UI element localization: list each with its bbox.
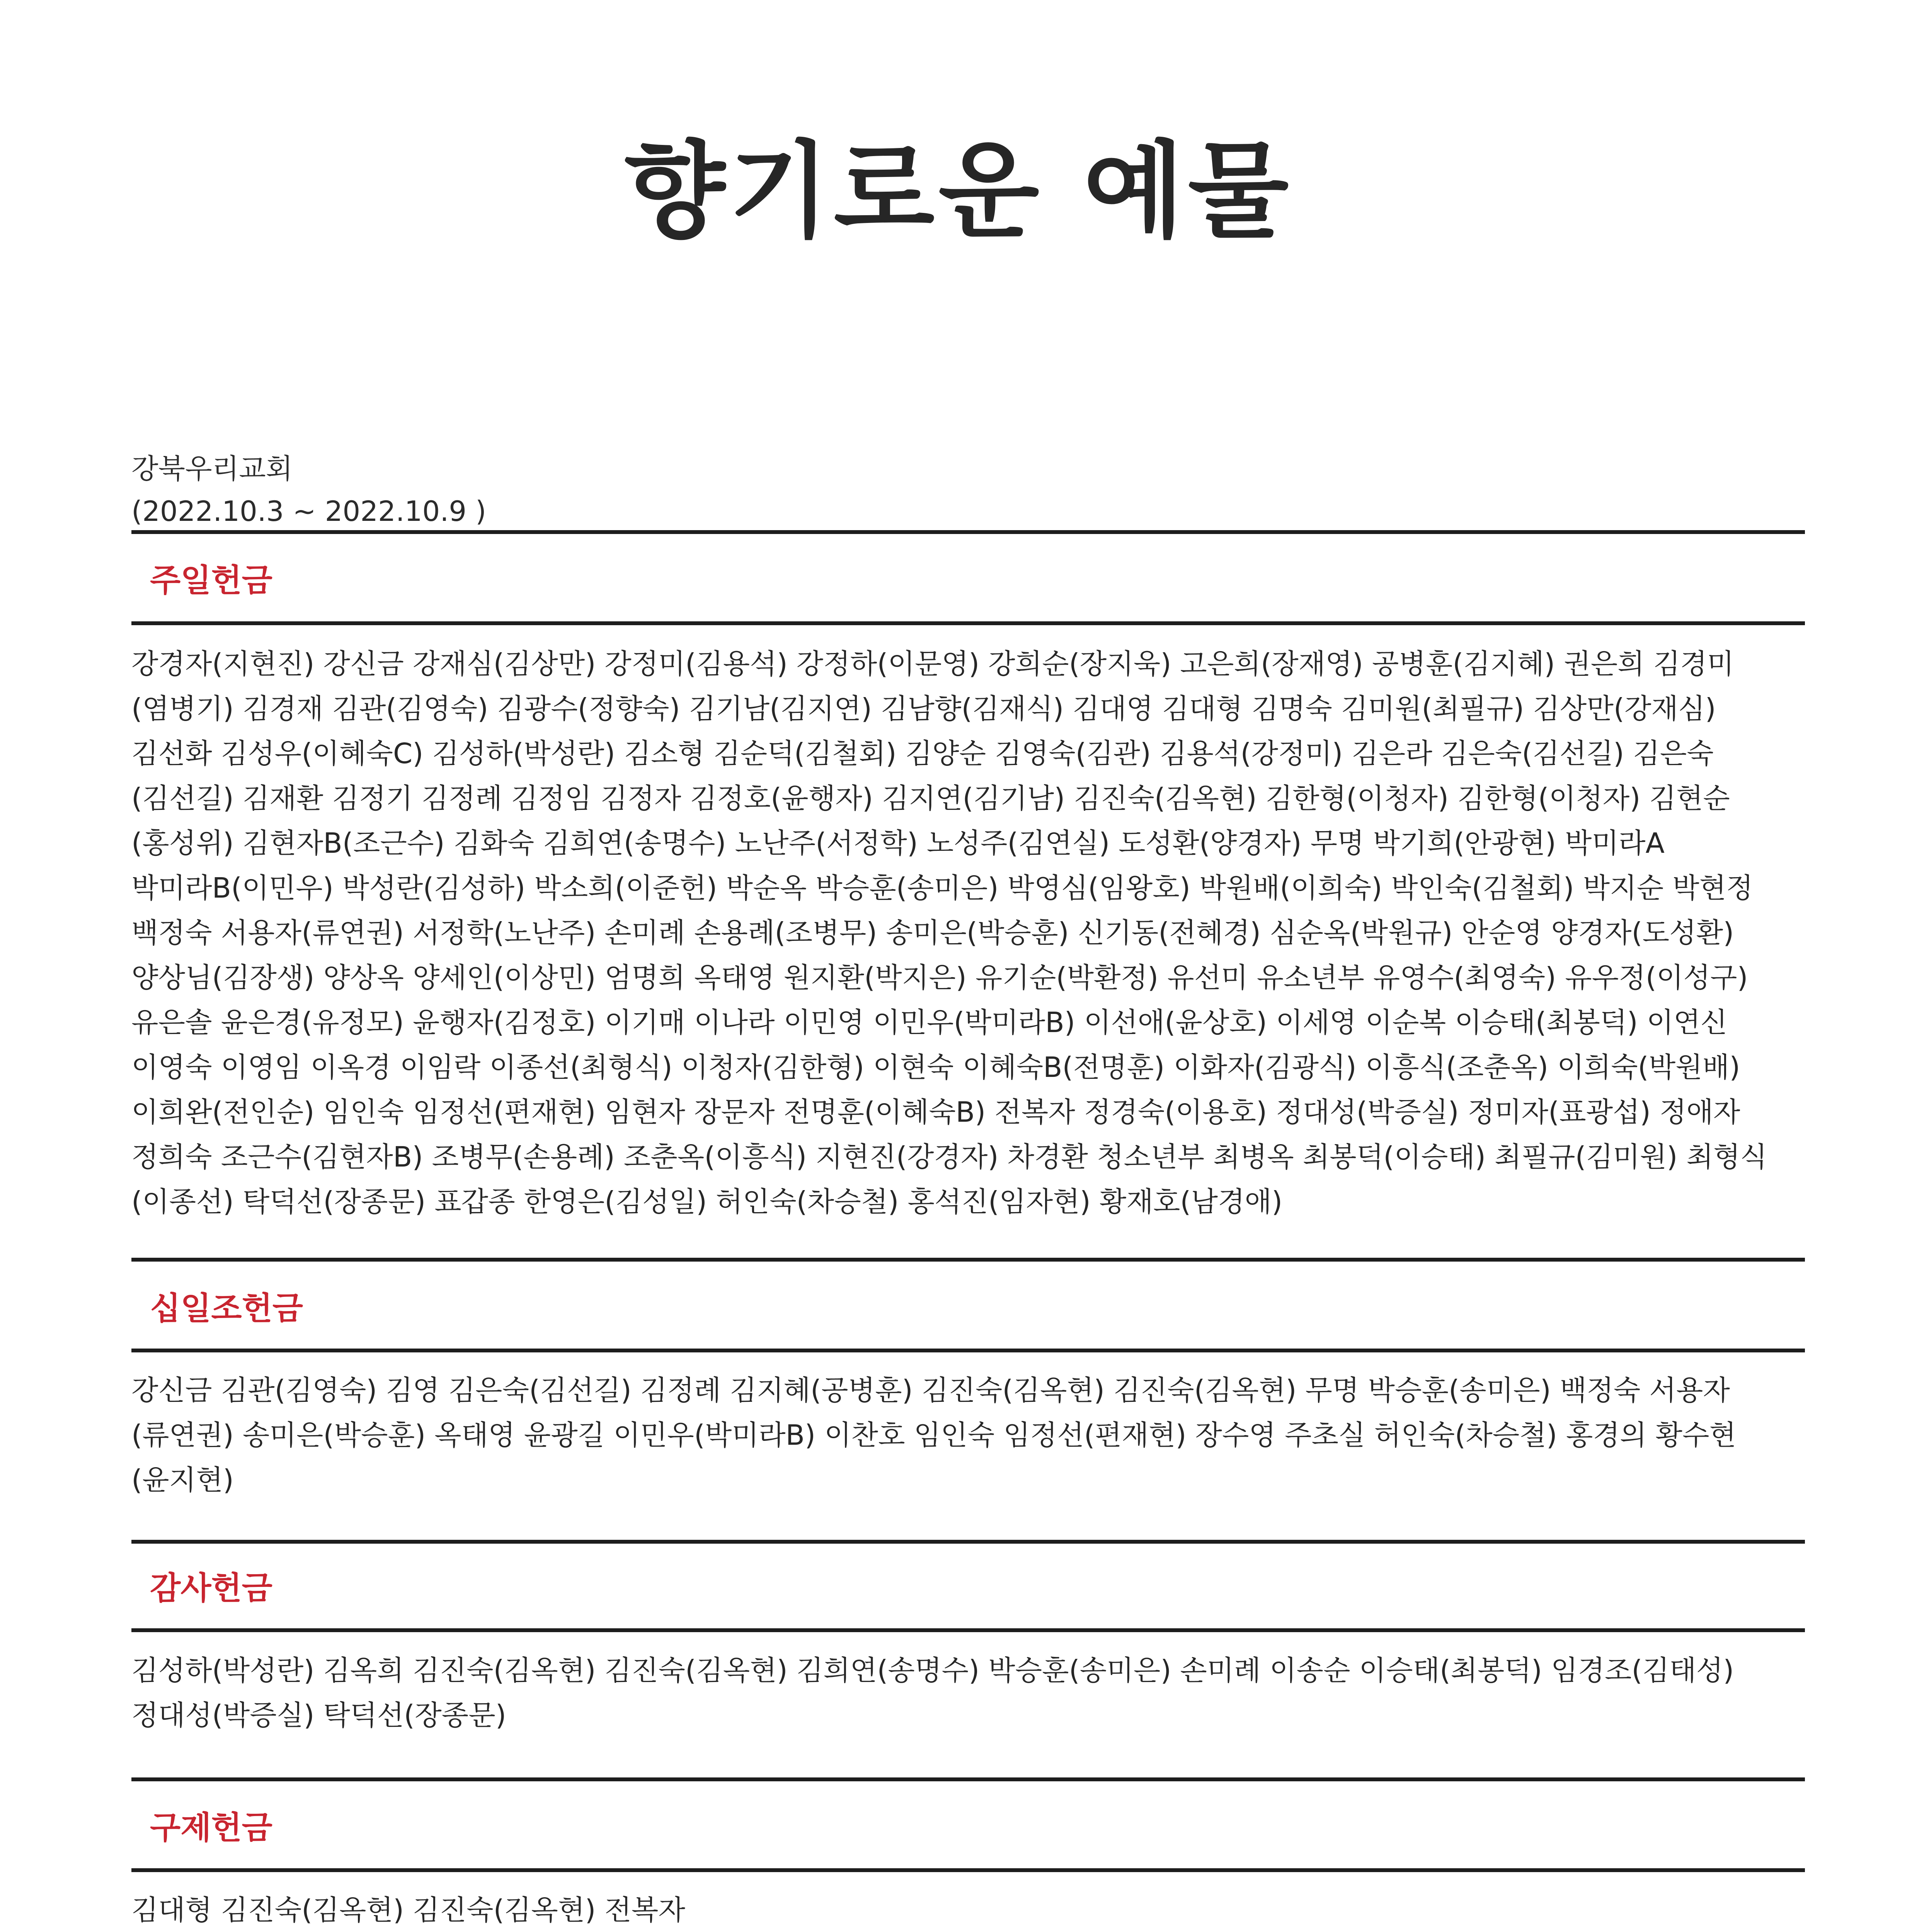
page-title: 향기로운 예물 [624,130,1293,252]
section-title-tithe: 십일조헌금 [150,1290,303,1327]
section-body-thanksgiving: 김성하(박성란) 김옥희 김진숙(김옥현) 김진숙(김옥현) 김희연(송명수) 박승훈(송미은) 손미례 이송순 이승태(최봉덕) 임경조(김태성) 정대성(박증실) 탁덕선(장종문) [131,1654,1734,1731]
section-body-relief: 김대형 김진숙(김옥현) 김진숙(김옥현) 전복자 [131,1894,685,1926]
section-title-sunday-offering: 주일헌금 [150,562,272,599]
section-divider [131,1868,1805,1872]
section-title-relief: 구제헌금 [150,1810,272,1846]
section-body-tithe: 강신금 김관(김영숙) 김영 김은숙(김선길) 김정례 김지혜(공병훈) 김진숙(김옥현) 김진숙(김옥현) 무명 박승훈(송미은) 백정숙 서용자(류연권) 송미은(박승훈) 옥태영 윤광길 이민우(박미라B) 이찬호 임인숙 임정선(편재현) 장수영 주초실 허인숙(차승철) 홍경의 황수현(윤지현) [131,1374,1737,1496]
section-divider [131,1258,1805,1262]
section-title-thanksgiving: 감사헌금 [150,1570,272,1607]
section-divider [131,1777,1805,1781]
section-divider [131,1628,1805,1632]
section-divider [131,530,1805,534]
section-divider [131,1349,1805,1352]
section-body-sunday-offering: 강경자(지현진) 강신금 강재심(김상만) 강정미(김용석) 강정하(이문영) 강희순(장지욱) 고은희(장재영) 공병훈(김지혜) 권은희 김경미(염병기) 김경재 김관(김영숙) 김광수(정향숙) 김기남(김지연) 김남향(김재식) 김대영 김대형 김명숙 김미원(최필규) 김상만(강재심) 김선화 김성우(이혜숙C) 김성하(박성란) 김소형 김순덕(김철회) 김양순 김영숙(김관) 김용석(강정미) 김은라 김은숙(김선길) 김은숙(김선길) 김재환 김정기 김정례 김정임 김정자 김정호(윤행자) 김지연(김기남) 김진숙(김옥현) 김한형(이청자) 김한형(이청자) 김현순(홍성위) 김현자B(조근수) 김화숙 김희연(송명수) 노난주(서정학) 노성주(김연실) 도성환(양경자) 무명 박기희(안광현) 박미라A 박미라B(이민우) 박성란(김성하) 박소희(이준헌) 박순옥 박승훈(송미은) 박영심(임왕호) 박원배(이희숙) 박인숙(김철회) 박지순 박현정 백정숙 서용자(류연권) 서정학(노난주) 손미례 손용례(조병무) 송미은(박승훈) 신기동(전혜경) 심순옥(박원규) 안순영 양경자(도성환) 양상님(김장생) 양상옥 양세인(이상민) 엄명희 옥태영 원지환(박지은) 유기순(박환정) 유선미 유소년부 유영수(최영숙) 유우정(이성구) 유은솔 윤은경(유정모) 윤행자(김정호) 이기매 이나라 이민영 이민우(박미라B) 이선애(윤상호) 이세영 이순복 이승태(최봉덕) 이연신 이영숙 이영임 이옥경 이임락 이종선(최형식) 이청자(김한형) 이현숙 이혜숙B(전명훈) 이화자(김광식) 이흥식(조춘옥) 이희숙(박원배) 이희완(전인순) 임인숙 임정선(편재현) 임현자 장문자 전명훈(이혜숙B) 전복자 정경숙(이용호) 정대성(박증실) 정미자(표광섭) 정애자 정희숙 조근수(김현자B) 조병무(손용례) 조춘옥(이흥식) 지현진(강경자) 차경환 청소년부 최병옥 최봉덕(이승태) 최필규(김미원) 최형식(이종선) 탁덕선(장종문) 표갑종 한영은(김성일) 허인숙(차승철) 홍석진(임자현) 황재호(남경애) [131,648,1767,1218]
section-divider [131,1540,1805,1544]
church-name: 강북우리교회 [131,452,293,485]
section-divider [131,621,1805,625]
offering-period: (2022.10.3 ~ 2022.10.9 ) [131,495,487,527]
